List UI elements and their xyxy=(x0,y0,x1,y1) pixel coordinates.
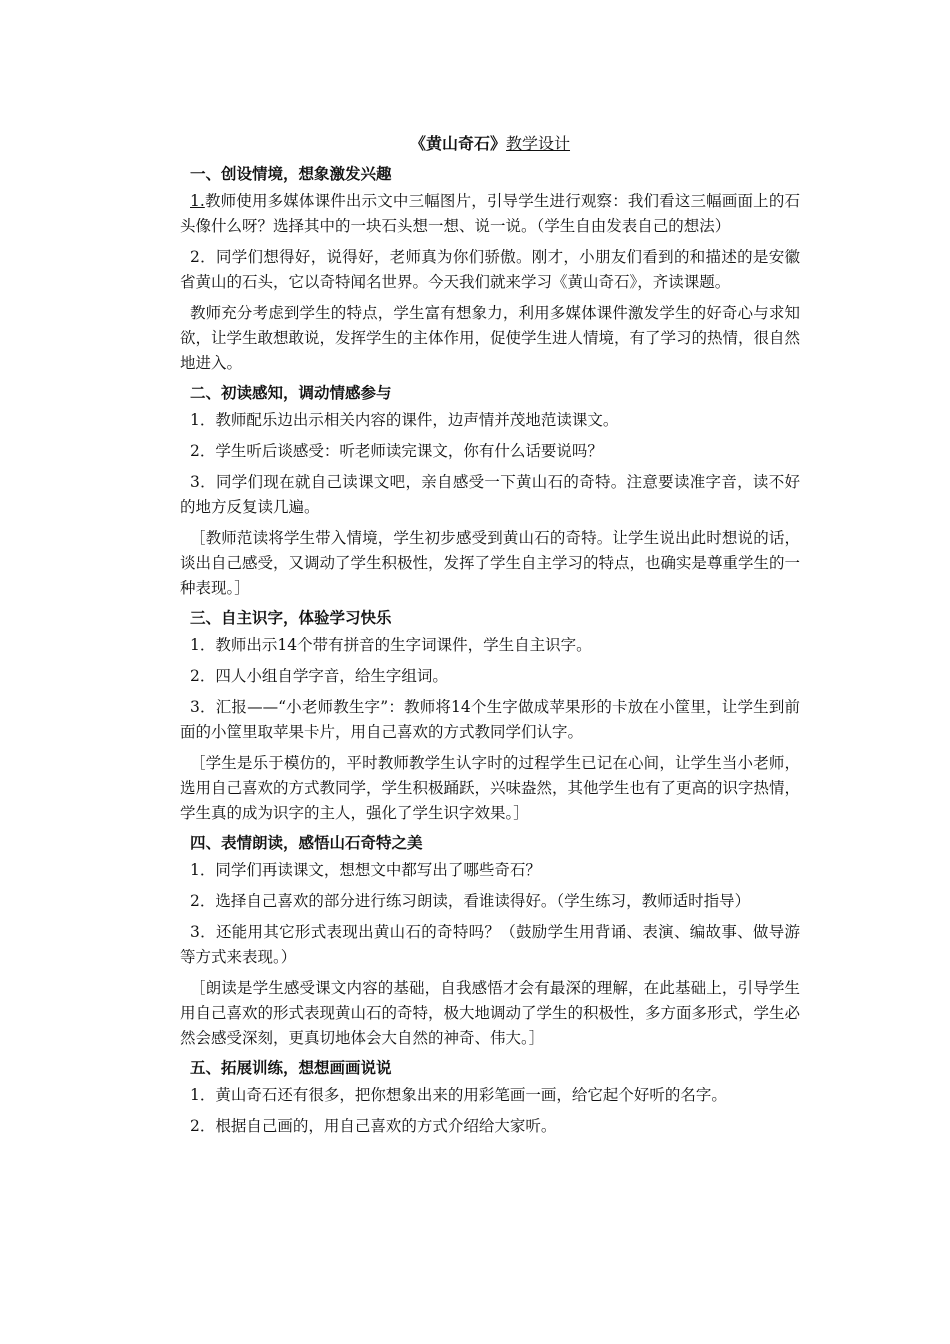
title-main: 《黄山奇石》 xyxy=(409,134,506,153)
document-body xyxy=(180,133,800,1145)
paragraph-commentary: ［学生是乐于模仿的，平时教师教学生认字时的过程学生已记在心间，让学生当小老师，选用自己喜欢的方式教同学，学生积极踊跃，兴味盎然，其他学生也有了更高的识字热情，学生真的成为识字的主人，强化了学生识字效果。］ xyxy=(180,754,801,822)
paragraph: 2．同学们想得好，说得好，老师真为你们骄傲。刚才，小朋友们看到的和描述的是安徽省黄山的石头，它以奇特闻名世界。今天我们就来学习《黄山奇石》，齐读课题。 xyxy=(180,248,800,291)
paragraph: 2．选择自己喜欢的部分进行练习朗读，看谁读得好。（学生练习，教师适时指导） xyxy=(190,892,751,910)
paragraph-text: 教师使用多媒体课件出示文中三幅图片，引导学生进行观察：我们看这三幅画面上的石头像什么呀？选择其中的一块石头想一想、说一说。（学生自由发表自己的想法） xyxy=(180,192,800,235)
section-heading-4: 四、表情朗读，感悟山石奇特之美 xyxy=(190,833,423,852)
paragraph-commentary: ［朗读是学生感受课文内容的基础，自我感悟才会有最深的理解，在此基础上，引导学生用自己喜欢的形式表现黄山石的奇特，极大地调动了学生的积极性，多方面多形式，学生必然会感受深刻，更真切地体会大自然的神奇、伟大。］ xyxy=(180,979,801,1047)
paragraph: 2．根据自己画的，用自己喜欢的方式介绍给大家听。 xyxy=(190,1117,557,1135)
paragraph: 3．汇报——“小老师教生字”：教师将14个生字做成苹果形的卡放在小筐里，让学生到前面的小筐里取苹果卡片，用自己喜欢的方式教同学们认字。 xyxy=(180,698,800,741)
document-title xyxy=(180,133,800,155)
section-heading-5: 五、拓展训练，想想画画说说 xyxy=(190,1058,392,1077)
paragraph xyxy=(180,189,800,239)
paragraph: 2．四人小组自学字音，给生字组词。 xyxy=(190,667,448,685)
paragraph: 1．教师配乐边出示相关内容的课件，边声情并茂地范读课文。 xyxy=(190,411,619,429)
paragraph: 1．同学们再读课文，想想文中都写出了哪些奇石？ xyxy=(190,861,541,879)
section-heading-3: 三、自主识字，体验学习快乐 xyxy=(190,608,392,627)
section-heading-2: 二、初读感知，调动情感参与 xyxy=(190,383,392,402)
paragraph: 1．黄山奇石还有很多，把你想象出来的用彩笔画一画，给它起个好听的名字。 xyxy=(190,1086,727,1104)
paragraph: 教师充分考虑到学生的特点，学生富有想象力，利用多媒体课件激发学生的好奇心与求知欲，让学生敢想敢说，发挥学生的主体作用，促使学生进人情境，有了学习的热情，很自然地进入。 xyxy=(180,304,801,372)
paragraph-commentary: ［教师范读将学生带入情境，学生初步感受到黄山石的奇特。让学生说出此时想说的话，谈出自己感受，又调动了学生积极性，发挥了学生自主学习的特点，也确实是尊重学生的一种表现。］ xyxy=(180,529,801,597)
paragraph: 2．学生听后谈感受：听老师读完课文，你有什么话要说吗？ xyxy=(190,442,603,460)
paragraph: 1．教师出示14个带有拼音的生字词课件，学生自主识字。 xyxy=(190,636,592,654)
title-sub: 教学设计 xyxy=(506,134,571,153)
section-heading-1: 一、创设情境，想象激发兴趣 xyxy=(190,164,392,183)
paragraph-number: 1. xyxy=(190,192,205,210)
paragraph: 3．还能用其它形式表现出黄山石的奇特吗？（鼓励学生用背诵、表演、编故事、做导游等方式来表现。） xyxy=(180,923,800,966)
paragraph: 3．同学们现在就自己读课文吧，亲自感受一下黄山石的奇特。注意要读准字音，读不好的地方反复读几遍。 xyxy=(180,473,800,516)
